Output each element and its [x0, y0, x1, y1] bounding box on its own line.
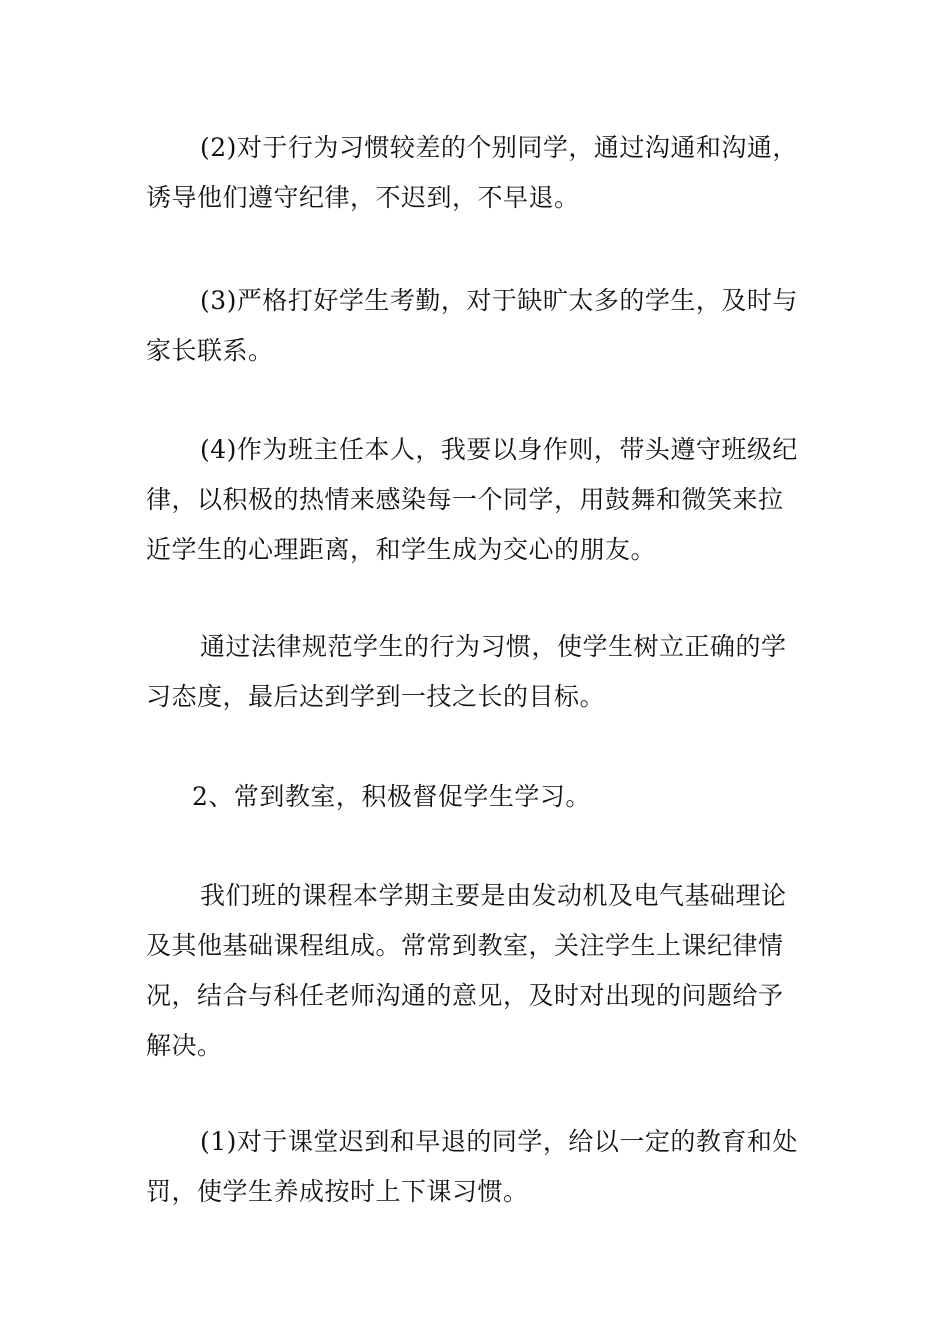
- text-line: (4)作为班主任本人，我要以身作则，带头遵守班级纪: [200, 435, 798, 464]
- paragraph-item-4: [146, 425, 808, 575]
- text-line: 解决。: [146, 1031, 223, 1060]
- paragraph-summary: [146, 622, 808, 722]
- text-line: (3)严格打好学生考勤，对于缺旷太多的学生，及时与: [200, 286, 798, 315]
- text-line: (1)对于课堂迟到和早退的同学，给以一定的教育和处: [200, 1127, 798, 1156]
- paragraph-item-2: [146, 123, 808, 223]
- text-line: 律，以积极的热情来感染每一个同学，用鼓舞和微笑来拉: [146, 485, 784, 514]
- text-line: 通过法律规范学生的行为习惯，使学生树立正确的学: [200, 632, 787, 661]
- text-line: 罚，使学生养成按时上下课习惯。: [146, 1177, 529, 1206]
- text-line: 习态度，最后达到学到一技之长的目标。: [146, 682, 606, 711]
- text-line: 况，结合与科任老师沟通的意见，及时对出现的问题给予: [146, 981, 784, 1010]
- text-line: 家长联系。: [146, 336, 274, 365]
- text-line: 我们班的课程本学期主要是由发动机及电气基础理论: [200, 881, 787, 910]
- text-line: 近学生的心理距离，和学生成为交心的朋友。: [146, 535, 657, 564]
- paragraph-curriculum: [146, 871, 808, 1071]
- paragraph-item-1: [146, 1117, 808, 1217]
- section-heading-2: [146, 772, 808, 822]
- text-line: 及其他基础课程组成。常常到教室，关注学生上课纪律情: [146, 931, 784, 960]
- text-line: 2、常到教室，积极督促学生学习。: [192, 782, 591, 811]
- text-line: 诱导他们遵守纪律，不迟到，不早退。: [146, 183, 580, 212]
- paragraph-item-3: [146, 276, 808, 376]
- text-line: (2)对于行为习惯较差的个别同学，通过沟通和沟通，: [200, 133, 798, 162]
